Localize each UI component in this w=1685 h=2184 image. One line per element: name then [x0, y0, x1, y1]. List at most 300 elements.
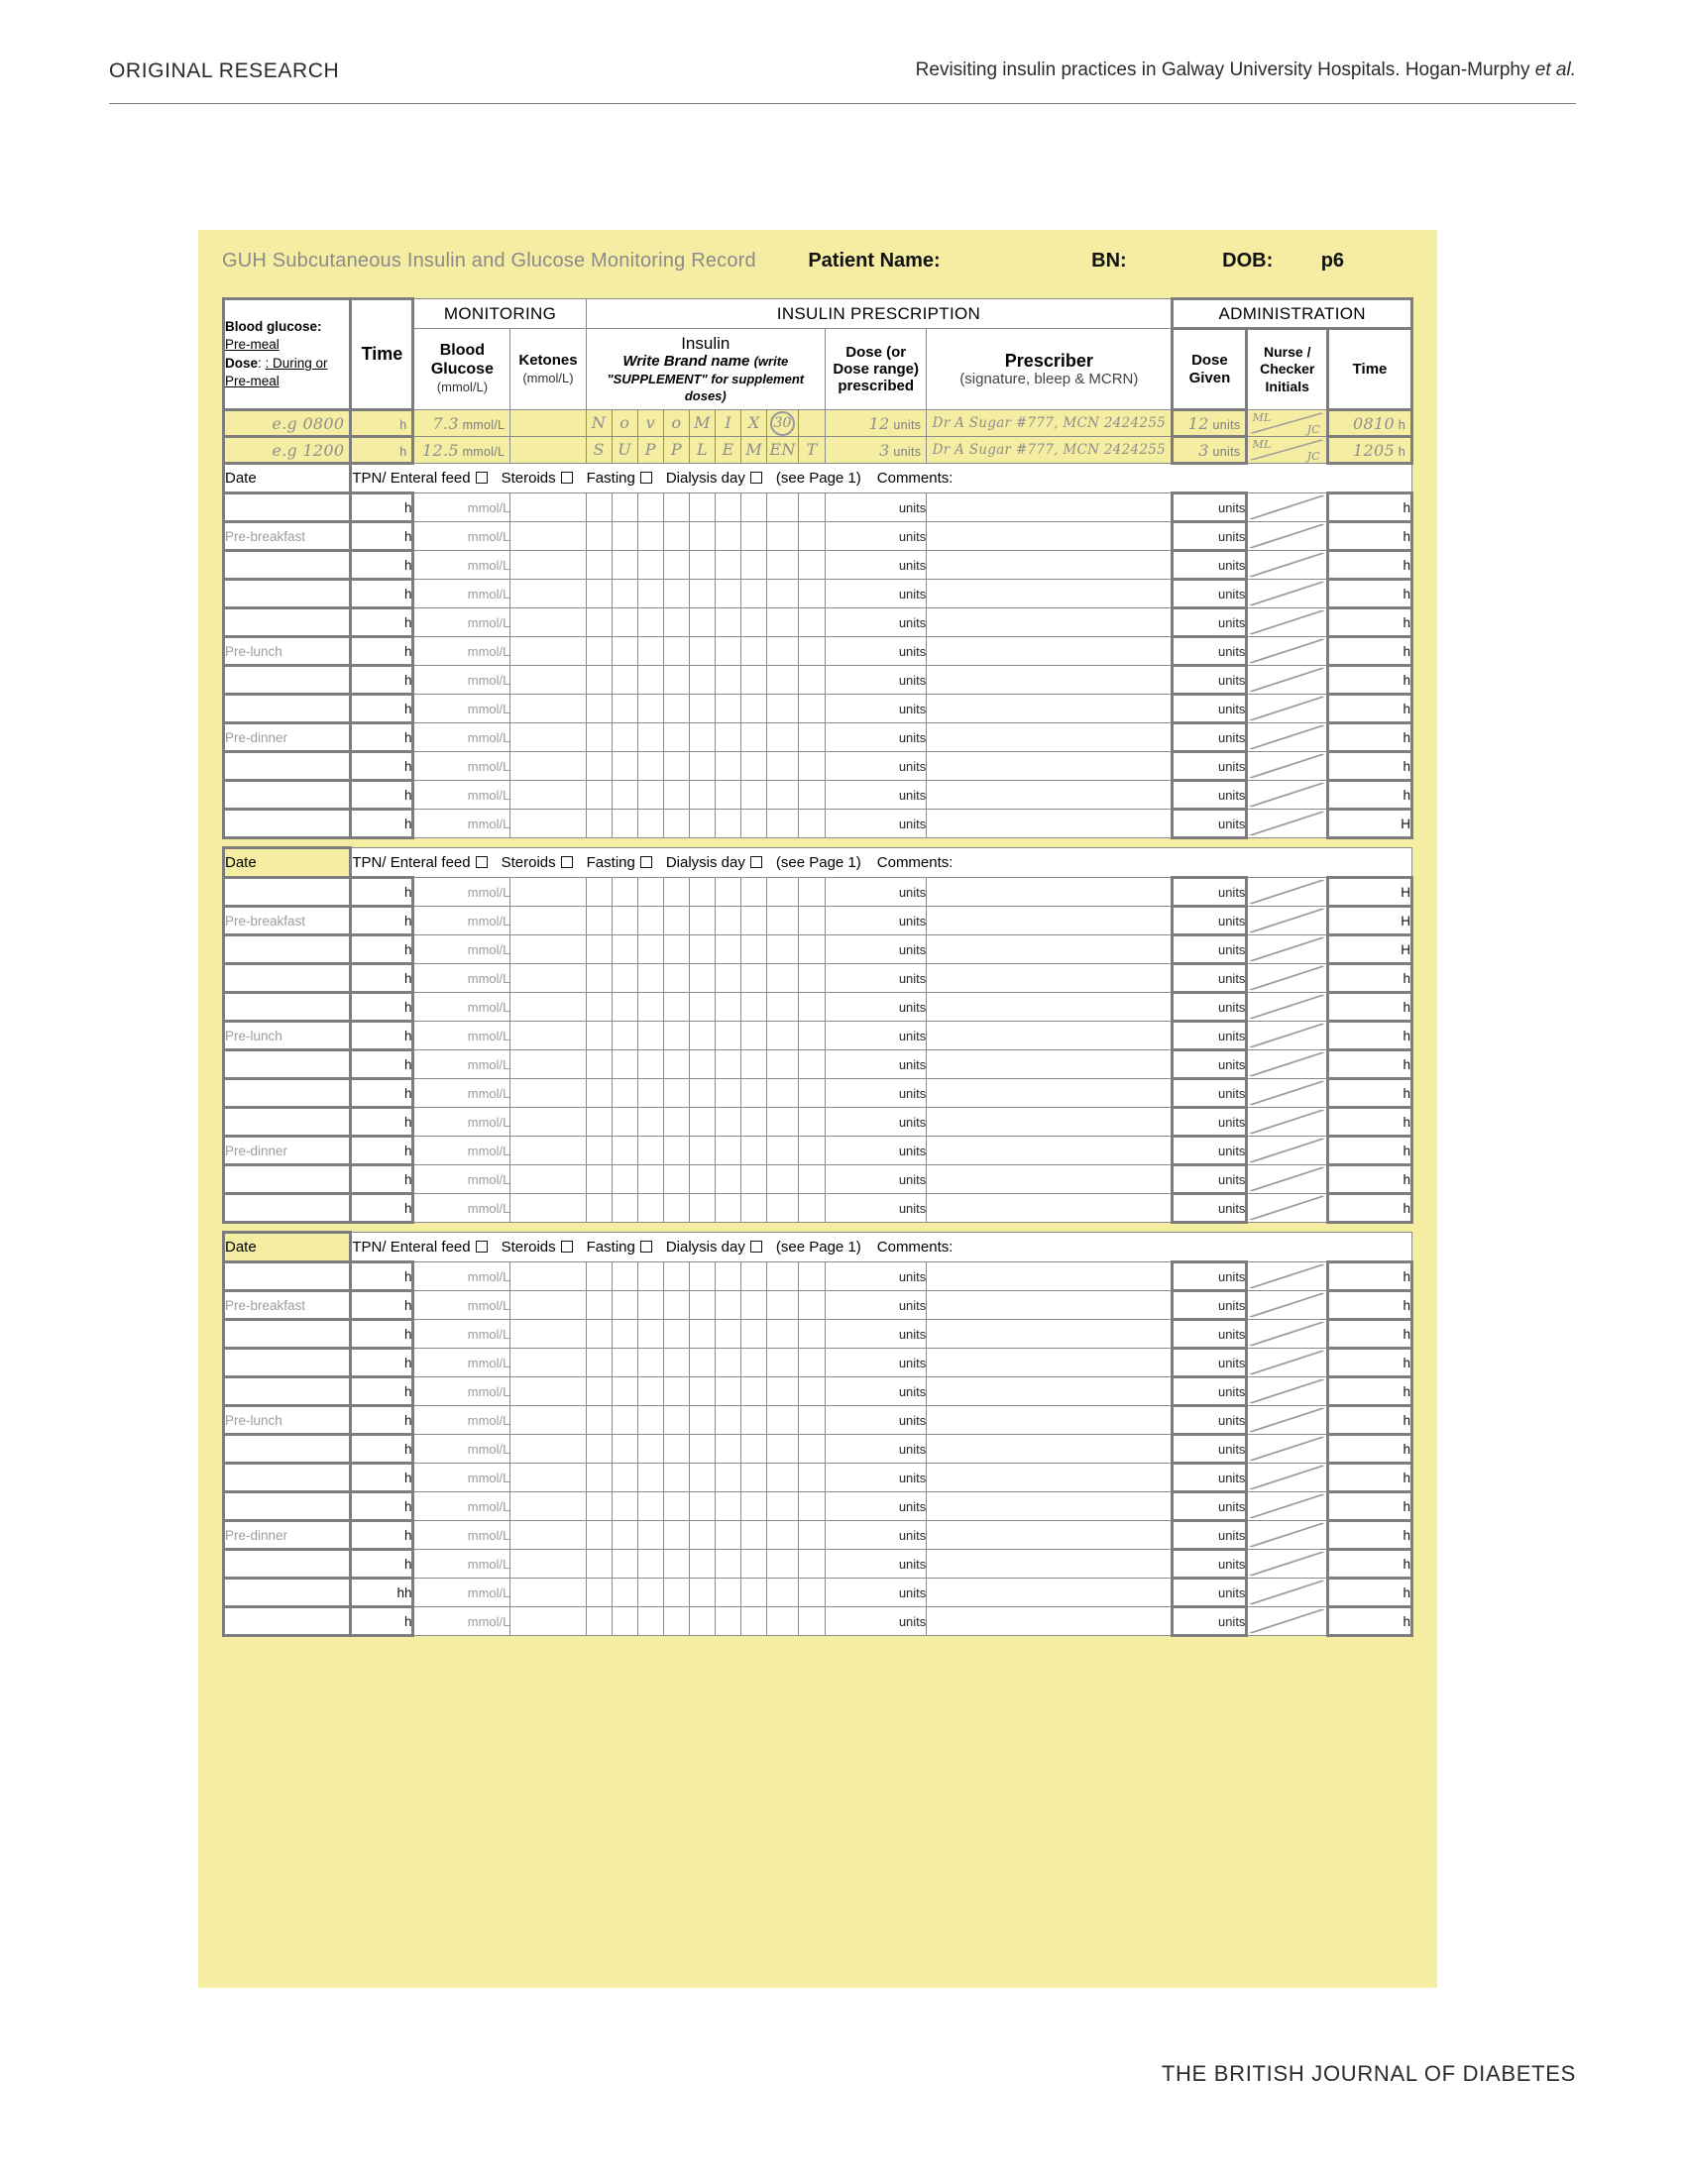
- row-insulin-letter-input[interactable]: [716, 907, 741, 935]
- row-insulin-letter-input[interactable]: [586, 1108, 612, 1137]
- row-insulin-letter-input[interactable]: [767, 810, 799, 838]
- row-blood-glucose-input[interactable]: mmol/L: [413, 964, 510, 993]
- row-ketones-input[interactable]: [510, 608, 586, 637]
- row-prescriber-input[interactable]: [927, 580, 1173, 608]
- row-admin-time-input[interactable]: h: [1328, 1464, 1412, 1492]
- row-nurse-checker-initials-input[interactable]: [1247, 1262, 1328, 1291]
- row-blood-glucose-input[interactable]: mmol/L: [413, 1550, 510, 1579]
- row-insulin-letter-input[interactable]: [798, 551, 825, 580]
- row-dose-prescribed-input[interactable]: units: [826, 1291, 927, 1320]
- row-time-input[interactable]: h: [351, 1607, 413, 1636]
- row-blood-glucose-input[interactable]: mmol/L: [413, 1291, 510, 1320]
- row-insulin-letter-input[interactable]: [586, 1079, 612, 1108]
- date-field[interactable]: Date: [224, 1233, 351, 1262]
- row-insulin-letter-input[interactable]: [586, 1291, 612, 1320]
- row-admin-time-input[interactable]: h: [1328, 1320, 1412, 1349]
- row-insulin-letter-input[interactable]: [637, 1022, 663, 1050]
- row-insulin-letter-input[interactable]: [586, 964, 612, 993]
- row-admin-time-input[interactable]: H: [1328, 907, 1412, 935]
- row-insulin-letter-input[interactable]: [741, 1320, 767, 1349]
- row-admin-time-input[interactable]: h: [1328, 608, 1412, 637]
- row-dose-given-input[interactable]: units: [1173, 964, 1247, 993]
- row-insulin-letter-input[interactable]: [767, 1349, 799, 1377]
- row-insulin-letter-input[interactable]: [741, 1108, 767, 1137]
- row-insulin-letter-input[interactable]: [716, 964, 741, 993]
- row-prescriber-input[interactable]: [927, 608, 1173, 637]
- row-nurse-checker-initials-input[interactable]: [1247, 907, 1328, 935]
- row-insulin-letter-input[interactable]: [637, 964, 663, 993]
- fasting-checkbox[interactable]: [640, 856, 652, 868]
- row-insulin-letter-input[interactable]: [586, 1137, 612, 1165]
- row-admin-time-input[interactable]: h: [1328, 1022, 1412, 1050]
- row-ketones-input[interactable]: [510, 493, 586, 522]
- row-ketones-input[interactable]: [510, 878, 586, 907]
- row-dose-prescribed-input[interactable]: units: [826, 551, 927, 580]
- row-dose-given-input[interactable]: units: [1173, 1377, 1247, 1406]
- row-insulin-letter-input[interactable]: [637, 1079, 663, 1108]
- tpn-enteral-feed-checkbox[interactable]: [476, 1241, 488, 1253]
- row-insulin-letter-input[interactable]: [741, 907, 767, 935]
- row-insulin-letter-input[interactable]: [663, 1521, 689, 1550]
- row-insulin-letter-input[interactable]: [689, 1406, 715, 1435]
- row-ketones-input[interactable]: [510, 1165, 586, 1194]
- row-insulin-letter-input[interactable]: [767, 907, 799, 935]
- row-dose-prescribed-input[interactable]: units: [826, 1406, 927, 1435]
- row-dose-given-input[interactable]: units: [1173, 1137, 1247, 1165]
- row-dose-prescribed-input[interactable]: units: [826, 993, 927, 1022]
- row-insulin-letter-input[interactable]: [716, 1435, 741, 1464]
- row-insulin-letter-input[interactable]: [663, 1579, 689, 1607]
- row-insulin-letter-input[interactable]: [612, 964, 637, 993]
- row-insulin-letter-input[interactable]: [767, 935, 799, 964]
- row-ketones-input[interactable]: [510, 1079, 586, 1108]
- row-nurse-checker-initials-input[interactable]: [1247, 1194, 1328, 1223]
- row-time-input[interactable]: h: [351, 580, 413, 608]
- row-insulin-letter-input[interactable]: [767, 878, 799, 907]
- row-insulin-letter-input[interactable]: [637, 666, 663, 695]
- row-prescriber-input[interactable]: [927, 878, 1173, 907]
- row-insulin-letter-input[interactable]: [741, 666, 767, 695]
- row-time-input[interactable]: h: [351, 1377, 413, 1406]
- row-insulin-letter-input[interactable]: [716, 1262, 741, 1291]
- row-insulin-letter-input[interactable]: [637, 1137, 663, 1165]
- row-admin-time-input[interactable]: h: [1328, 522, 1412, 551]
- row-dose-prescribed-input[interactable]: units: [826, 1349, 927, 1377]
- row-insulin-letter-input[interactable]: [767, 608, 799, 637]
- row-insulin-letter-input[interactable]: [637, 1291, 663, 1320]
- row-ketones-input[interactable]: [510, 1607, 586, 1636]
- row-dose-prescribed-input[interactable]: units: [826, 1194, 927, 1223]
- row-insulin-letter-input[interactable]: [689, 781, 715, 810]
- row-admin-time-input[interactable]: h: [1328, 1550, 1412, 1579]
- row-insulin-letter-input[interactable]: [586, 666, 612, 695]
- row-ketones-input[interactable]: [510, 723, 586, 752]
- row-insulin-letter-input[interactable]: [586, 1550, 612, 1579]
- row-insulin-letter-input[interactable]: [586, 580, 612, 608]
- row-insulin-letter-input[interactable]: [798, 1521, 825, 1550]
- row-blood-glucose-input[interactable]: mmol/L: [413, 752, 510, 781]
- row-time-input[interactable]: h: [351, 993, 413, 1022]
- row-dose-prescribed-input[interactable]: units: [826, 1050, 927, 1079]
- row-insulin-letter-input[interactable]: [798, 1108, 825, 1137]
- row-nurse-checker-initials-input[interactable]: [1247, 723, 1328, 752]
- row-prescriber-input[interactable]: [927, 637, 1173, 666]
- row-insulin-letter-input[interactable]: [637, 637, 663, 666]
- row-admin-time-input[interactable]: h: [1328, 781, 1412, 810]
- row-insulin-letter-input[interactable]: [741, 1022, 767, 1050]
- row-admin-time-input[interactable]: h: [1328, 1291, 1412, 1320]
- row-time-input[interactable]: h: [351, 1435, 413, 1464]
- row-insulin-letter-input[interactable]: [586, 1406, 612, 1435]
- row-insulin-letter-input[interactable]: [741, 878, 767, 907]
- row-insulin-letter-input[interactable]: [741, 993, 767, 1022]
- row-dose-given-input[interactable]: units: [1173, 810, 1247, 838]
- row-nurse-checker-initials-input[interactable]: [1247, 878, 1328, 907]
- row-insulin-letter-input[interactable]: [767, 637, 799, 666]
- row-ketones-input[interactable]: [510, 666, 586, 695]
- row-ketones-input[interactable]: [510, 1435, 586, 1464]
- row-insulin-letter-input[interactable]: [767, 1137, 799, 1165]
- row-insulin-letter-input[interactable]: [663, 993, 689, 1022]
- row-insulin-letter-input[interactable]: [612, 1406, 637, 1435]
- row-prescriber-input[interactable]: [927, 1607, 1173, 1636]
- row-insulin-letter-input[interactable]: [798, 752, 825, 781]
- row-insulin-letter-input[interactable]: [716, 781, 741, 810]
- row-insulin-letter-input[interactable]: [637, 1262, 663, 1291]
- row-insulin-letter-input[interactable]: [637, 1464, 663, 1492]
- row-insulin-letter-input[interactable]: [689, 1079, 715, 1108]
- row-insulin-letter-input[interactable]: [716, 1194, 741, 1223]
- row-blood-glucose-input[interactable]: mmol/L: [413, 1435, 510, 1464]
- row-dose-given-input[interactable]: units: [1173, 608, 1247, 637]
- row-blood-glucose-input[interactable]: mmol/L: [413, 1349, 510, 1377]
- row-insulin-letter-input[interactable]: [798, 1050, 825, 1079]
- row-prescriber-input[interactable]: [927, 695, 1173, 723]
- row-insulin-letter-input[interactable]: [689, 935, 715, 964]
- row-dose-given-input[interactable]: units: [1173, 1492, 1247, 1521]
- row-prescriber-input[interactable]: [927, 1349, 1173, 1377]
- row-dose-prescribed-input[interactable]: units: [826, 1464, 927, 1492]
- row-insulin-letter-input[interactable]: [689, 993, 715, 1022]
- row-time-input[interactable]: h: [351, 1291, 413, 1320]
- row-insulin-letter-input[interactable]: [586, 493, 612, 522]
- row-insulin-letter-input[interactable]: [798, 810, 825, 838]
- row-insulin-letter-input[interactable]: [716, 608, 741, 637]
- row-dose-prescribed-input[interactable]: units: [826, 1377, 927, 1406]
- row-insulin-letter-input[interactable]: [612, 1262, 637, 1291]
- row-dose-given-input[interactable]: units: [1173, 695, 1247, 723]
- row-dose-given-input[interactable]: units: [1173, 1194, 1247, 1223]
- row-prescriber-input[interactable]: [927, 551, 1173, 580]
- row-admin-time-input[interactable]: h: [1328, 1262, 1412, 1291]
- row-insulin-letter-input[interactable]: [798, 781, 825, 810]
- row-prescriber-input[interactable]: [927, 522, 1173, 551]
- row-insulin-letter-input[interactable]: [716, 1291, 741, 1320]
- row-insulin-letter-input[interactable]: [798, 1262, 825, 1291]
- steroids-checkbox[interactable]: [561, 472, 573, 484]
- row-insulin-letter-input[interactable]: [586, 810, 612, 838]
- row-insulin-letter-input[interactable]: [767, 1406, 799, 1435]
- row-insulin-letter-input[interactable]: [689, 1165, 715, 1194]
- row-nurse-checker-initials-input[interactable]: [1247, 551, 1328, 580]
- row-insulin-letter-input[interactable]: [689, 1137, 715, 1165]
- row-ketones-input[interactable]: [510, 1050, 586, 1079]
- row-insulin-letter-input[interactable]: [637, 1349, 663, 1377]
- row-insulin-letter-input[interactable]: [586, 878, 612, 907]
- row-insulin-letter-input[interactable]: [612, 608, 637, 637]
- row-insulin-letter-input[interactable]: [586, 1165, 612, 1194]
- row-insulin-letter-input[interactable]: [586, 752, 612, 781]
- row-insulin-letter-input[interactable]: [663, 551, 689, 580]
- row-insulin-letter-input[interactable]: [586, 1377, 612, 1406]
- row-insulin-letter-input[interactable]: [612, 1108, 637, 1137]
- row-time-input[interactable]: h: [351, 1079, 413, 1108]
- row-insulin-letter-input[interactable]: [716, 1521, 741, 1550]
- row-nurse-checker-initials-input[interactable]: [1247, 1377, 1328, 1406]
- row-insulin-letter-input[interactable]: [798, 1137, 825, 1165]
- row-insulin-letter-input[interactable]: [586, 1435, 612, 1464]
- row-insulin-letter-input[interactable]: [612, 1320, 637, 1349]
- row-dose-given-input[interactable]: units: [1173, 781, 1247, 810]
- row-time-input[interactable]: h: [351, 907, 413, 935]
- row-nurse-checker-initials-input[interactable]: [1247, 666, 1328, 695]
- row-insulin-letter-input[interactable]: [586, 1579, 612, 1607]
- row-insulin-letter-input[interactable]: [663, 1435, 689, 1464]
- row-insulin-letter-input[interactable]: [741, 522, 767, 551]
- steroids-checkbox[interactable]: [561, 856, 573, 868]
- row-dose-given-input[interactable]: units: [1173, 935, 1247, 964]
- row-insulin-letter-input[interactable]: [637, 1579, 663, 1607]
- row-prescriber-input[interactable]: [927, 1406, 1173, 1435]
- row-insulin-letter-input[interactable]: [612, 1521, 637, 1550]
- row-insulin-letter-input[interactable]: [637, 551, 663, 580]
- row-insulin-letter-input[interactable]: [612, 993, 637, 1022]
- row-blood-glucose-input[interactable]: mmol/L: [413, 580, 510, 608]
- row-insulin-letter-input[interactable]: [689, 1320, 715, 1349]
- row-insulin-letter-input[interactable]: [663, 1320, 689, 1349]
- row-nurse-checker-initials-input[interactable]: [1247, 993, 1328, 1022]
- row-dose-prescribed-input[interactable]: units: [826, 637, 927, 666]
- row-dose-given-input[interactable]: units: [1173, 580, 1247, 608]
- row-insulin-letter-input[interactable]: [767, 1165, 799, 1194]
- row-insulin-letter-input[interactable]: [798, 935, 825, 964]
- row-nurse-checker-initials-input[interactable]: [1247, 1291, 1328, 1320]
- row-dose-given-input[interactable]: units: [1173, 1165, 1247, 1194]
- row-prescriber-input[interactable]: [927, 781, 1173, 810]
- row-insulin-letter-input[interactable]: [689, 907, 715, 935]
- row-nurse-checker-initials-input[interactable]: [1247, 637, 1328, 666]
- row-dose-given-input[interactable]: units: [1173, 522, 1247, 551]
- row-admin-time-input[interactable]: H: [1328, 935, 1412, 964]
- row-insulin-letter-input[interactable]: [663, 1108, 689, 1137]
- row-ketones-input[interactable]: [510, 1108, 586, 1137]
- row-insulin-letter-input[interactable]: [637, 1194, 663, 1223]
- row-insulin-letter-input[interactable]: [612, 551, 637, 580]
- row-insulin-letter-input[interactable]: [767, 1050, 799, 1079]
- row-dose-prescribed-input[interactable]: units: [826, 1607, 927, 1636]
- row-admin-time-input[interactable]: h: [1328, 1079, 1412, 1108]
- row-insulin-letter-input[interactable]: [689, 580, 715, 608]
- row-insulin-letter-input[interactable]: [663, 1291, 689, 1320]
- row-admin-time-input[interactable]: H: [1328, 810, 1412, 838]
- row-insulin-letter-input[interactable]: [767, 964, 799, 993]
- row-insulin-letter-input[interactable]: [741, 1406, 767, 1435]
- row-admin-time-input[interactable]: h: [1328, 1194, 1412, 1223]
- row-insulin-letter-input[interactable]: [663, 1262, 689, 1291]
- row-ketones-input[interactable]: [510, 935, 586, 964]
- row-insulin-letter-input[interactable]: [586, 1262, 612, 1291]
- row-prescriber-input[interactable]: [927, 1022, 1173, 1050]
- row-time-input[interactable]: h: [351, 608, 413, 637]
- row-insulin-letter-input[interactable]: [689, 1464, 715, 1492]
- row-insulin-letter-input[interactable]: [689, 1022, 715, 1050]
- row-insulin-letter-input[interactable]: [637, 1607, 663, 1636]
- row-insulin-letter-input[interactable]: [767, 1607, 799, 1636]
- row-insulin-letter-input[interactable]: [767, 1291, 799, 1320]
- row-ketones-input[interactable]: [510, 1377, 586, 1406]
- row-dose-prescribed-input[interactable]: units: [826, 1579, 927, 1607]
- row-insulin-letter-input[interactable]: [689, 1435, 715, 1464]
- row-nurse-checker-initials-input[interactable]: [1247, 580, 1328, 608]
- row-nurse-checker-initials-input[interactable]: [1247, 1521, 1328, 1550]
- row-insulin-letter-input[interactable]: [798, 1291, 825, 1320]
- row-nurse-checker-initials-input[interactable]: [1247, 1435, 1328, 1464]
- row-insulin-letter-input[interactable]: [767, 1320, 799, 1349]
- row-insulin-letter-input[interactable]: [716, 1550, 741, 1579]
- row-insulin-letter-input[interactable]: [689, 522, 715, 551]
- row-insulin-letter-input[interactable]: [586, 637, 612, 666]
- row-prescriber-input[interactable]: [927, 1165, 1173, 1194]
- row-dose-given-input[interactable]: units: [1173, 1521, 1247, 1550]
- row-insulin-letter-input[interactable]: [716, 1022, 741, 1050]
- row-insulin-letter-input[interactable]: [741, 695, 767, 723]
- row-insulin-letter-input[interactable]: [741, 1521, 767, 1550]
- row-insulin-letter-input[interactable]: [689, 666, 715, 695]
- row-dose-prescribed-input[interactable]: units: [826, 781, 927, 810]
- row-insulin-letter-input[interactable]: [586, 935, 612, 964]
- row-insulin-letter-input[interactable]: [663, 608, 689, 637]
- row-time-input[interactable]: h: [351, 810, 413, 838]
- row-insulin-letter-input[interactable]: [663, 781, 689, 810]
- row-insulin-letter-input[interactable]: [741, 1137, 767, 1165]
- row-insulin-letter-input[interactable]: [798, 637, 825, 666]
- row-time-input[interactable]: h: [351, 964, 413, 993]
- row-time-input[interactable]: h: [351, 1492, 413, 1521]
- row-insulin-letter-input[interactable]: [741, 1291, 767, 1320]
- row-insulin-letter-input[interactable]: [637, 1050, 663, 1079]
- row-insulin-letter-input[interactable]: [716, 695, 741, 723]
- row-ketones-input[interactable]: [510, 1492, 586, 1521]
- row-dose-given-input[interactable]: units: [1173, 752, 1247, 781]
- row-ketones-input[interactable]: [510, 1320, 586, 1349]
- row-insulin-letter-input[interactable]: [741, 935, 767, 964]
- row-insulin-letter-input[interactable]: [716, 878, 741, 907]
- row-dose-given-input[interactable]: units: [1173, 1349, 1247, 1377]
- row-blood-glucose-input[interactable]: mmol/L: [413, 1377, 510, 1406]
- row-blood-glucose-input[interactable]: mmol/L: [413, 1320, 510, 1349]
- row-dose-prescribed-input[interactable]: units: [826, 608, 927, 637]
- row-insulin-letter-input[interactable]: [586, 1607, 612, 1636]
- row-insulin-letter-input[interactable]: [612, 1579, 637, 1607]
- row-time-input[interactable]: h: [351, 695, 413, 723]
- row-ketones-input[interactable]: [510, 551, 586, 580]
- row-admin-time-input[interactable]: h: [1328, 752, 1412, 781]
- row-insulin-letter-input[interactable]: [798, 1579, 825, 1607]
- row-prescriber-input[interactable]: [927, 1464, 1173, 1492]
- row-nurse-checker-initials-input[interactable]: [1247, 493, 1328, 522]
- row-blood-glucose-input[interactable]: mmol/L: [413, 695, 510, 723]
- row-admin-time-input[interactable]: h: [1328, 723, 1412, 752]
- row-admin-time-input[interactable]: h: [1328, 1521, 1412, 1550]
- row-insulin-letter-input[interactable]: [767, 781, 799, 810]
- row-insulin-letter-input[interactable]: [663, 1464, 689, 1492]
- row-insulin-letter-input[interactable]: [663, 935, 689, 964]
- row-time-input[interactable]: h: [351, 1137, 413, 1165]
- row-blood-glucose-input[interactable]: mmol/L: [413, 666, 510, 695]
- row-insulin-letter-input[interactable]: [716, 1607, 741, 1636]
- row-insulin-letter-input[interactable]: [689, 1521, 715, 1550]
- row-dose-prescribed-input[interactable]: units: [826, 1165, 927, 1194]
- row-dose-prescribed-input[interactable]: units: [826, 723, 927, 752]
- row-blood-glucose-input[interactable]: mmol/L: [413, 1137, 510, 1165]
- row-dose-prescribed-input[interactable]: units: [826, 1262, 927, 1291]
- row-insulin-letter-input[interactable]: [716, 752, 741, 781]
- row-blood-glucose-input[interactable]: mmol/L: [413, 1579, 510, 1607]
- row-prescriber-input[interactable]: [927, 1262, 1173, 1291]
- row-prescriber-input[interactable]: [927, 1050, 1173, 1079]
- row-insulin-letter-input[interactable]: [586, 695, 612, 723]
- row-insulin-letter-input[interactable]: [798, 1435, 825, 1464]
- row-insulin-letter-input[interactable]: [798, 1320, 825, 1349]
- row-ketones-input[interactable]: [510, 1291, 586, 1320]
- row-insulin-letter-input[interactable]: [586, 1050, 612, 1079]
- row-insulin-letter-input[interactable]: [716, 1165, 741, 1194]
- row-insulin-letter-input[interactable]: [612, 1022, 637, 1050]
- row-dose-given-input[interactable]: units: [1173, 1050, 1247, 1079]
- row-admin-time-input[interactable]: h: [1328, 551, 1412, 580]
- row-insulin-letter-input[interactable]: [637, 1320, 663, 1349]
- row-nurse-checker-initials-input[interactable]: [1247, 752, 1328, 781]
- row-insulin-letter-input[interactable]: [798, 1464, 825, 1492]
- row-dose-prescribed-input[interactable]: units: [826, 695, 927, 723]
- row-insulin-letter-input[interactable]: [637, 810, 663, 838]
- row-admin-time-input[interactable]: h: [1328, 695, 1412, 723]
- row-insulin-letter-input[interactable]: [767, 666, 799, 695]
- row-insulin-letter-input[interactable]: [741, 810, 767, 838]
- row-blood-glucose-input[interactable]: mmol/L: [413, 637, 510, 666]
- row-insulin-letter-input[interactable]: [663, 522, 689, 551]
- row-ketones-input[interactable]: [510, 1579, 586, 1607]
- row-insulin-letter-input[interactable]: [663, 752, 689, 781]
- row-insulin-letter-input[interactable]: [767, 1108, 799, 1137]
- row-insulin-letter-input[interactable]: [663, 1079, 689, 1108]
- row-blood-glucose-input[interactable]: mmol/L: [413, 1521, 510, 1550]
- row-admin-time-input[interactable]: h: [1328, 1492, 1412, 1521]
- row-insulin-letter-input[interactable]: [716, 810, 741, 838]
- row-insulin-letter-input[interactable]: [586, 1521, 612, 1550]
- row-admin-time-input[interactable]: h: [1328, 1579, 1412, 1607]
- row-admin-time-input[interactable]: h: [1328, 993, 1412, 1022]
- row-insulin-letter-input[interactable]: [637, 781, 663, 810]
- row-insulin-letter-input[interactable]: [612, 493, 637, 522]
- row-dose-given-input[interactable]: units: [1173, 1079, 1247, 1108]
- row-insulin-letter-input[interactable]: [798, 1022, 825, 1050]
- row-insulin-letter-input[interactable]: [612, 1291, 637, 1320]
- row-insulin-letter-input[interactable]: [612, 781, 637, 810]
- row-insulin-letter-input[interactable]: [586, 1492, 612, 1521]
- row-insulin-letter-input[interactable]: [689, 1550, 715, 1579]
- row-insulin-letter-input[interactable]: [798, 1607, 825, 1636]
